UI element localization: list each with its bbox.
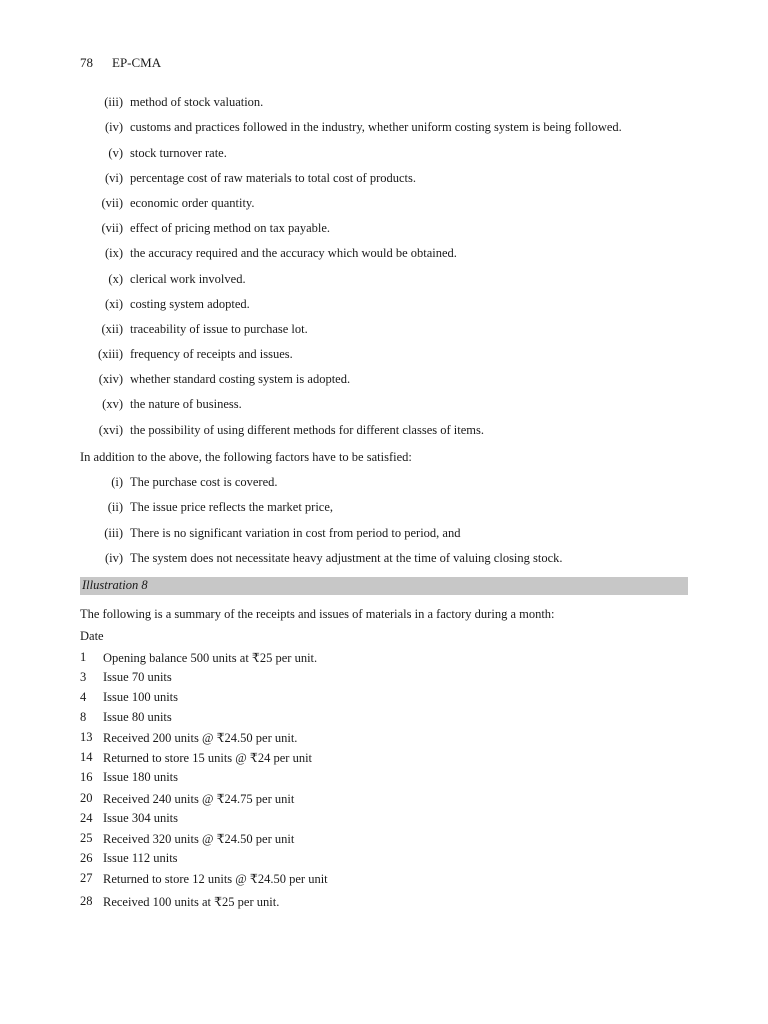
list-item: [0, 196, 768, 214]
list-item: [0, 791, 768, 809]
list-item-number: (iv): [104, 551, 123, 565]
list-item: [0, 500, 768, 518]
list-item-number: (vii): [101, 221, 123, 235]
list-item: [0, 246, 768, 264]
list-item: [0, 551, 768, 569]
list-item: [0, 831, 768, 849]
list-item-number: (iv): [104, 120, 123, 134]
list-item: [0, 322, 768, 340]
entry-text: Issue 304 units: [103, 811, 178, 825]
list-item-number: (xv): [102, 397, 123, 411]
list-item: [0, 146, 768, 164]
list-item-text: The issue price reflects the market price,: [130, 500, 334, 514]
entry-text: Received 100 units at ₹25 per unit.: [103, 895, 280, 909]
list-item: [0, 347, 768, 365]
list-item-number: (xi): [104, 297, 123, 311]
list-item: [0, 397, 768, 415]
entry-date: 16: [80, 770, 93, 784]
entry-date: 3: [80, 670, 87, 684]
list-item: [0, 475, 768, 493]
entry-text: Received 200 units @ ₹24.50 per unit.: [103, 731, 298, 745]
list-item-number: (xiv): [98, 372, 123, 386]
list-item-text: method of stock valuation.: [130, 95, 264, 109]
entry-text: Issue 100 units: [103, 690, 178, 704]
entry-date: 8: [80, 710, 87, 724]
list-item: [0, 120, 768, 138]
running-header-title: EP-CMA: [112, 55, 162, 70]
entry-text: Issue 70 units: [103, 670, 172, 684]
entry-text: Returned to store 12 units @ ₹24.50 per unit: [103, 872, 328, 886]
list-item-text: costing system adopted.: [130, 297, 250, 311]
entry-text: Opening balance 500 units at ₹25 per unit.: [103, 651, 318, 665]
list-item-number: (iii): [104, 526, 123, 540]
addition-paragraph: In addition to the above, the following factors have to be satisfied:: [80, 450, 412, 464]
list-item-text: customs and practices followed in the industry, whether uniform costing system is being followed.: [130, 120, 622, 134]
list-item-number: (vii): [101, 196, 123, 210]
entry-text: Issue 112 units: [103, 851, 178, 865]
list-item-number: (xii): [101, 322, 123, 336]
list-item: [0, 95, 768, 113]
entry-text: Issue 180 units: [103, 770, 178, 784]
list-item-number: (ii): [107, 500, 123, 514]
list-item: [0, 851, 768, 869]
entry-text: Received 320 units @ ₹24.50 per unit: [103, 832, 295, 846]
entry-date: 1: [80, 650, 87, 664]
list-item-text: the accuracy required and the accuracy which would be obtained.: [130, 246, 457, 260]
list-item-number: (xiii): [98, 347, 123, 361]
entry-text: Issue 80 units: [103, 710, 172, 724]
list-item-text: whether standard costing system is adopted.: [130, 372, 351, 386]
list-item: [0, 526, 768, 544]
list-item-number: (iii): [104, 95, 123, 109]
list-item-number: (xvi): [98, 423, 123, 437]
list-item: [0, 894, 768, 912]
entry-text: Returned to store 15 units @ ₹24 per unit: [103, 751, 313, 765]
list-item-text: the nature of business.: [130, 397, 242, 411]
list-item-text: economic order quantity.: [130, 196, 255, 210]
illustration-heading-bar: [80, 577, 688, 595]
list-item-text: The system does not necessitate heavy adjustment at the time of valuing closing stock.: [130, 551, 563, 565]
list-item-text: effect of pricing method on tax payable.: [130, 221, 331, 235]
list-item-text: frequency of receipts and issues.: [130, 347, 293, 361]
entry-text: Received 240 units @ ₹24.75 per unit: [103, 792, 295, 806]
entry-date: 27: [80, 871, 93, 885]
list-item-number: (vi): [104, 171, 123, 185]
list-item-text: clerical work involved.: [130, 272, 246, 286]
entry-date: 24: [80, 811, 93, 825]
entry-date: 4: [80, 690, 87, 704]
entry-date: 13: [80, 730, 93, 744]
illustration-intro: The following is a summary of the receipts and issues of materials in a factory during a month:: [80, 607, 555, 621]
list-item: [0, 670, 768, 688]
list-item-text: traceability of issue to purchase lot.: [130, 322, 308, 336]
list-item-text: percentage cost of raw materials to total cost of products.: [130, 171, 417, 185]
date-label: Date: [80, 629, 104, 643]
entry-date: 20: [80, 791, 93, 805]
list-item: [0, 372, 768, 390]
list-item: [0, 730, 768, 748]
list-item-number: (ix): [104, 246, 123, 260]
page-number: 78: [80, 55, 93, 70]
list-item: [0, 770, 768, 788]
list-item: [0, 811, 768, 829]
illustration-heading: Illustration 8: [82, 578, 148, 592]
list-item: [0, 171, 768, 189]
list-item: [0, 423, 768, 441]
list-item-text: stock turnover rate.: [130, 146, 227, 160]
list-item-text: the possibility of using different methods for different classes of items.: [130, 423, 484, 437]
list-item-text: There is no significant variation in cost from period to period, and: [130, 526, 461, 540]
entry-date: 25: [80, 831, 93, 845]
list-item: [0, 750, 768, 768]
entry-date: 28: [80, 894, 93, 908]
list-item: [0, 272, 768, 290]
list-item: [0, 650, 768, 668]
list-item: [0, 297, 768, 315]
list-item: [0, 690, 768, 708]
list-item-number: (i): [111, 475, 123, 489]
list-item: [0, 871, 768, 889]
entry-date: 14: [80, 750, 93, 764]
list-item-number: (v): [108, 146, 123, 160]
list-item: [0, 710, 768, 728]
list-item: [0, 221, 768, 239]
entry-date: 26: [80, 851, 93, 865]
list-item-number: (x): [108, 272, 123, 286]
list-item-text: The purchase cost is covered.: [130, 475, 278, 489]
